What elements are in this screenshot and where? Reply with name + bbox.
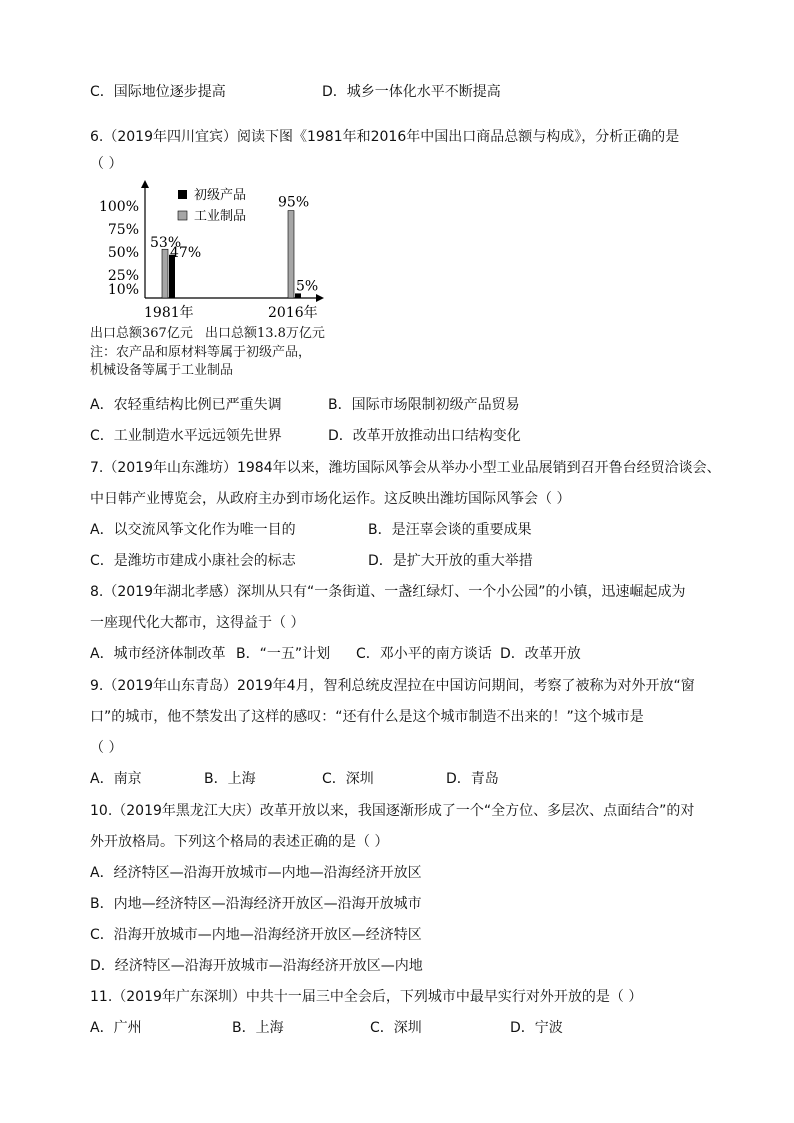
bar-industrial-1 [288,211,294,298]
q10-option-c: C．沿海开放城市—内地—沿海经济开放区—经济特区 [90,927,422,943]
legend-label-primary: 初级产品 [194,188,247,203]
y-tick-label: 75% [107,222,139,238]
y-tick-label: 10% [107,281,139,298]
total-1981: 出口总额367亿元 [90,326,193,341]
q11-option-d: D．宁波 [510,1020,563,1036]
q8-option-c: C．邓小平的南方谈话 [356,646,492,662]
x-label-1981: 1981年 [144,305,194,321]
x-label-2016: 2016年 [268,305,318,321]
y-tick-label: 25% [107,268,139,284]
q10-stem-line2: 外开放格局。下列这个格局的表述正确的是（ ） [90,834,389,850]
q5-option-c: C．国际地位逐步提高 [90,84,226,100]
chart-totals [90,325,325,342]
chart-note-line1: 注：农产品和原材料等属于初级产品， [90,345,312,360]
q8-option-b: B．“一五”计划 [236,646,331,662]
data-label-industrial-0: 53% [150,235,182,252]
q6-option-a: A．农轻重结构比例已严重失调 [90,397,282,413]
export-bar-chart [90,178,390,328]
q10-option-a: A．经济特区—沿海开放城市—内地—沿海经济开放区 [90,865,422,881]
legend-label-industrial: 工业制品 [194,209,247,224]
total-2016: 出口总额13.8万亿元 [204,326,325,341]
q7-stem-line2: 中日韩产业博览会，从政府主办到市场化运作。这反映出潍坊国际风筝会（ ） [90,491,571,507]
q9-option-a: A．南京 [90,771,142,787]
q6-option-d: D．改革开放推动出口结构变化 [328,428,521,444]
legend-swatch-primary [178,190,187,199]
q9-stem-line1: 9.（2019年山东青岛）2019年4月，智利总统皮涅拉在中国访问期间，考察了被称为对外开放“窗 [90,678,695,694]
q10-option-b: B．内地—经济特区—沿海经济开放区—沿海开放城市 [90,896,422,912]
q11-option-b: B．上海 [232,1020,284,1036]
bar-industrial-0 [162,249,168,298]
q10-stem-line1: 10.（2019年黑龙江大庆）改革开放以来，我国逐渐形成了一个“全方位、多层次、点面结合”的对 [90,803,695,819]
q6-stem-line1: 6.（2019年四川宜宾）阅读下图《1981年和2016年中国出口商品总额与构成》，分析正确的是 [90,129,680,145]
q7-option-a: A．以交流风筝文化作为唯一目的 [90,522,296,538]
q8-option-d: D．改革开放 [500,646,581,662]
q7-option-d: D．是扩大开放的重大举措 [368,553,533,569]
data-label-primary-0: 47% [170,244,202,261]
y-tick-label: 100% [98,199,139,215]
q7-option-b: B．是汪辜会谈的重要成果 [368,522,532,538]
q11-option-c: C．深圳 [370,1020,422,1036]
q8-stem-line1: 8.（2019年湖北孝感）深圳从只有“一条街道、一盏红绿灯、一个小公园”的小镇，迅速崛起成为 [90,584,686,600]
q11-stem-line1: 11.（2019年广东深圳）中共十一届三中全会后，下列城市中最早实行对外开放的是（ ） [90,989,643,1005]
y-axis-arrow [141,180,149,188]
q9-option-b: B．上海 [204,771,256,787]
q9-stem-line3: （ ） [90,740,123,756]
x-axis-arrow [316,294,324,302]
q6-stem-line2: （ ） [90,156,123,172]
chart-note-line2: 机械设备等属于工业制品 [90,363,234,378]
q6-option-b: B．国际市场限制初级产品贸易 [328,397,520,413]
q6-option-c: C．工业制造水平远远领先世界 [90,428,282,444]
q11-option-a: A．广州 [90,1020,142,1036]
y-tick-label: 50% [107,245,139,261]
q10-option-d: D．经济特区—沿海开放城市—沿海经济开放区—内地 [90,958,423,974]
data-label-primary-1: 5% [296,278,319,295]
legend-swatch-industrial [178,211,187,220]
bar-primary-0 [169,255,175,298]
q9-option-d: D．青岛 [446,771,499,787]
q9-option-c: C．深圳 [322,771,374,787]
q8-option-a: A．城市经济体制改革 [90,646,226,662]
q7-option-c: C．是潍坊市建成小康社会的标志 [90,553,296,569]
q5-option-d: D．城乡一体化水平不断提高 [322,84,501,100]
data-label-industrial-1: 95% [278,194,310,211]
q8-stem-line2: 一座现代化大都市，这得益于（ ） [90,615,305,631]
q9-stem-line2: 口”的城市，他不禁发出了这样的感叹：“还有什么是这个城市制造不出来的！”这个城市是 [90,709,644,725]
q7-stem-line1: 7.（2019年山东潍坊）1984年以来，潍坊国际风筝会从举办小型工业品展销到召开鲁台经贸洽谈会、 [90,460,721,476]
